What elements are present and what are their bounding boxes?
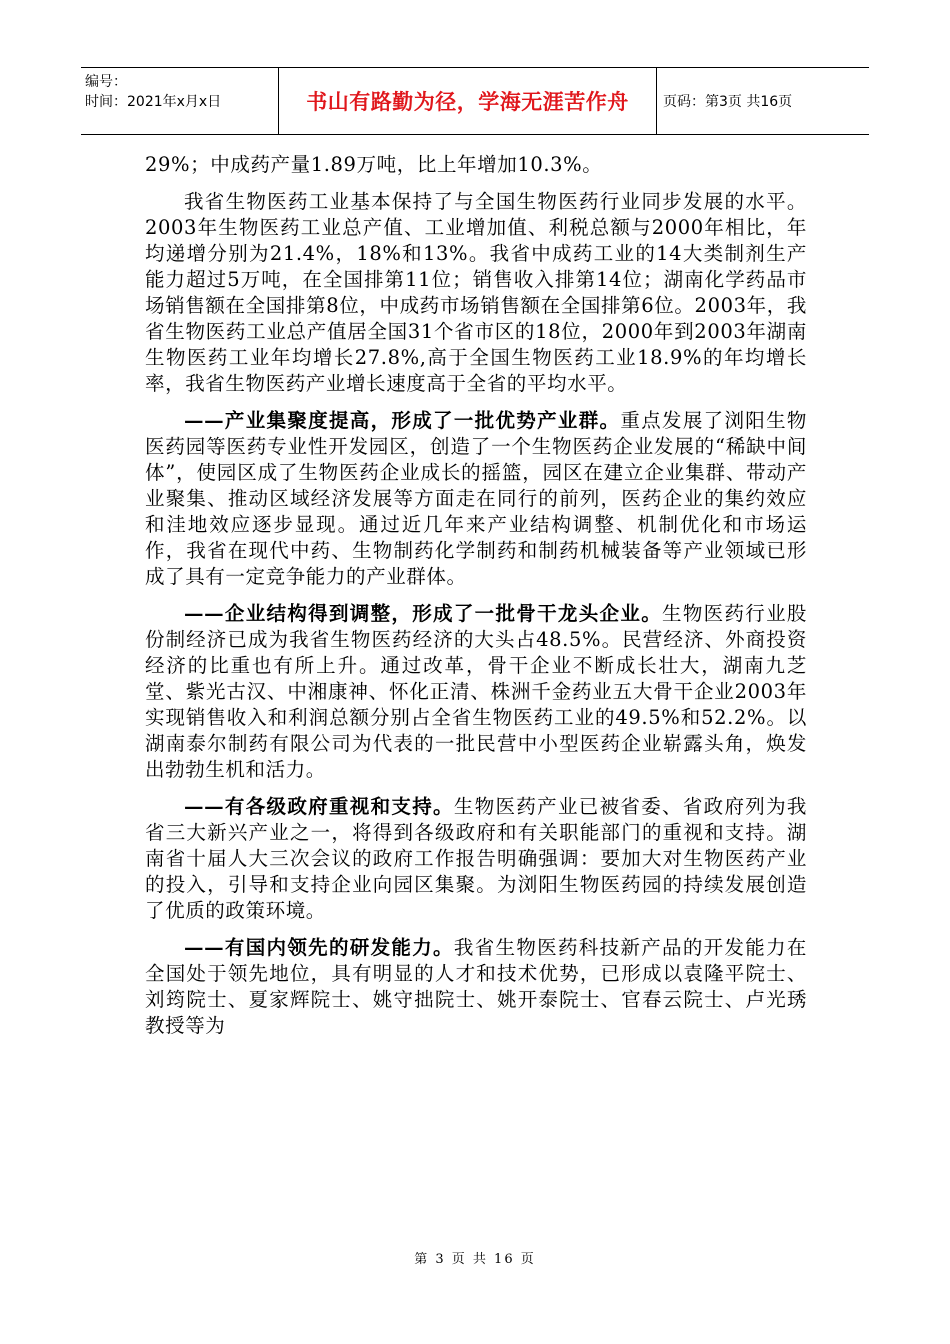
date-label: 时间：2021年x月x日 <box>85 94 222 110</box>
paragraph-lead: ——企业结构得到调整，形成了一批骨干龙头企业。 <box>184 602 663 625</box>
paragraph-text: 重点发展了浏阳生物医药园等医药专业性开发园区，创造了一个生物医药企业发展的“稀缺中间体”，使园区成了生物医药企业成长的摇篮，园区在建立企业集群、带动产业聚集、推动区域经济发展等方面走在同行的前列，医药企业的集约效应和洼地效应逐步显现。通过近几年来产业结构调整、机制优化和市场运作，我省在现代中药、生物制药化学制药和制药机械装备等产业领域已形成了具有一定竞争能力的产业群体。 <box>145 409 807 588</box>
paragraph-rd-capability <box>145 935 807 1039</box>
paragraph-text: 我省生物医药科技新产品的开发能力在全国处于领先地位，具有明显的人才和技术优势，已形成以袁隆平院士、刘筠院士、夏家辉院士、姚守拙院士、姚开泰院士、官春云院士、卢光琇教授等为 <box>145 936 807 1037</box>
page-footer: 第 3 页 共 16 页 <box>414 1252 536 1267</box>
paragraph-lead: ——有国内领先的研发能力。 <box>184 936 454 959</box>
paragraph-text: 我省生物医药工业基本保持了与全国生物医药行业同步发展的水平。2003年生物医药工业总产值、工业增加值、利税总额与2000年相比，年均递增分别为21.4%，18%和13%。我省中成药工业的14大类制剂生产能力超过5万吨，在全国排第11位；销售收入排第14位；湖南化学药品市场销售额在全国排第8位，中成药市场销售额在全国排第6位。2003年，我省生物医药工业总产值居全国31个省市区的18位，2000年到2003年湖南生物医药工业年均增长27.8%,高于全国生物医药工业18.9%的年均增长率，我省生物医药产业增长速度高于全省的平均水平。 <box>145 190 807 395</box>
paragraph-enterprise-structure <box>145 601 807 783</box>
paragraph-industry-cluster <box>145 408 807 590</box>
paragraph-lead: ——产业集聚度提高，形成了一批优势产业群。 <box>184 409 621 432</box>
paragraph-text: 29%；中成药产量1.89万吨，比上年增加10.3%。 <box>145 153 603 176</box>
document-body <box>145 152 807 1050</box>
paragraph-lead: ——有各级政府重视和支持。 <box>184 795 454 818</box>
paragraph-continuation <box>145 152 807 178</box>
number-label: 编号： <box>85 74 127 90</box>
header-page-info: 页码：第3页 共16页 <box>663 94 793 110</box>
paragraph-text: 生物医药产业已被省委、省政府列为我省三大新兴产业之一，将得到各级政府和有关职能部门的重视和支持。湖南省十届人大三次会议的政府工作报告明确强调：要加大对生物医药产业的投入，引导和支持企业向园区集聚。为浏阳生物医药园的持续发展创造了优质的政策环境。 <box>145 795 807 922</box>
header-motto: 书山有路勤为径，学海无涯苦作舟 <box>279 68 657 134</box>
paragraph-text: 生物医药行业股份制经济已成为我省生物医药经济的大头占48.5%。民营经济、外商投资经济的比重也有所上升。通过改革，骨干企业不断成长壮大，湖南九芝堂、紫光古汉、中湘康神、怀化正清、株洲千金药业五大骨干企业2003年实现销售收入和利润总额分别占全省生物医药工业的49.5%和52.2%。以湖南泰尔制药有限公司为代表的一批民营中小型医药企业崭露头角，焕发出勃勃生机和活力。 <box>145 602 807 781</box>
paragraph-government-support <box>145 794 807 924</box>
page-header <box>81 67 869 135</box>
header-meta <box>81 68 279 134</box>
paragraph-overview <box>145 189 807 397</box>
